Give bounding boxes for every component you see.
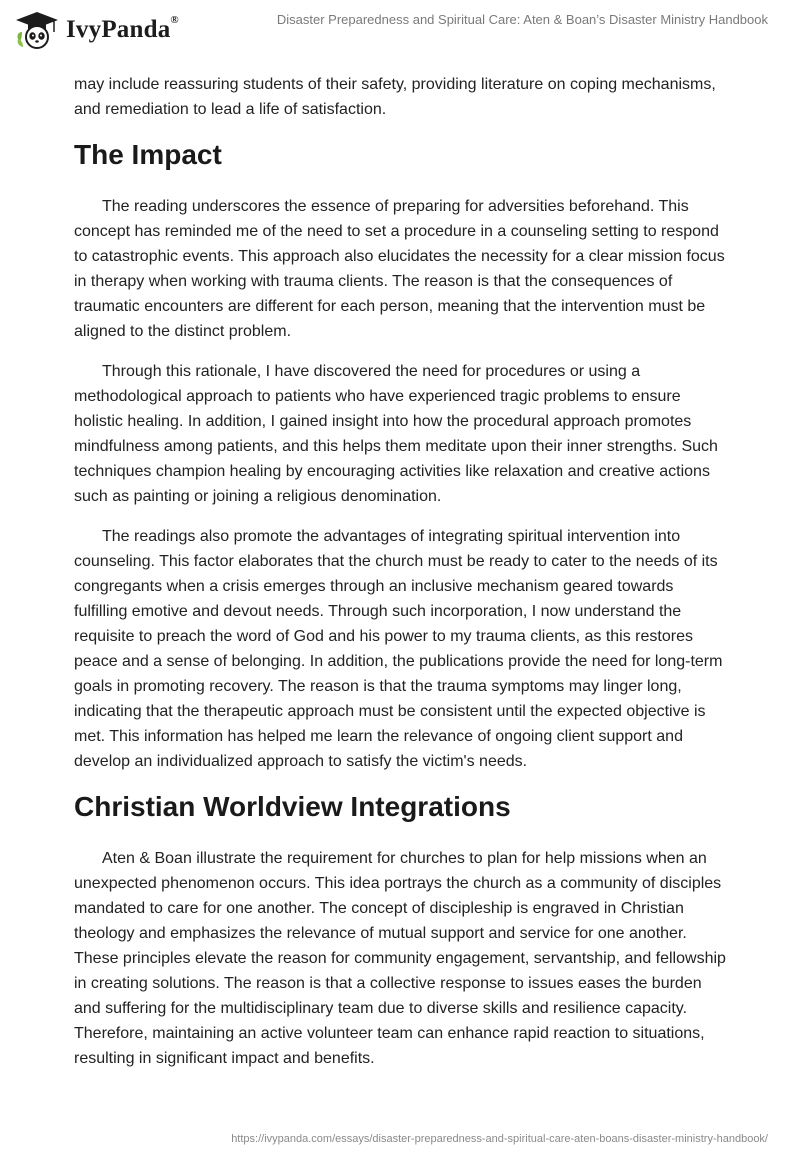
panda-graduate-icon: [14, 10, 60, 50]
intro-paragraph: may include reassuring students of their safety, providing literature on coping mechanisms, and remediation to lead a life of satisfaction.: [74, 76, 716, 118]
document-title: Disaster Preparedness and Spiritual Care: Aten & Boan’s Disaster Ministry Handbook: [276, 12, 768, 27]
section-heading-christian-worldview: Christian Worldview Integrations: [74, 791, 511, 822]
paragraph: The reading underscores the essence of preparing for adversities beforehand. This concept has reminded me of the need to set a procedure in a counseling setting to respond to catastrophic events. This approach also elucidates the necessity for a clear mission focus in therapy when working with trauma clients. The reason is that the consequences of traumatic encounters are different for each person, meaning that the intervention must be aligned to the distinct problem.: [74, 198, 725, 340]
paragraph: Aten & Boan illustrate the requirement for churches to plan for help missions when an unexpected phenomenon occurs. This idea portrays the church as a community of disciples mandated to care for one another. The concept of discipleship is engraved in Christian theology and emphasizes the relevance of mutual support and service for one another. These principles elevate the reason for community engagement, servantship, and fellowship in creating solutions. The reason is that a collective response to issues eases the burden and suffering for the multidisciplinary team due to diverse skills and resilience capacity. Therefore, maintaining an active volunteer team can enhance rapid reaction to situations, resulting in significant impact and benefits.: [74, 850, 726, 1067]
paragraph: Through this rationale, I have discovered the need for procedures or using a methodological approach to patients who have experienced tragic problems to ensure holistic healing. In addition, I gained insight into how the procedural approach promotes mindfulness among patients, and this helps them meditate upon their inner strengths. Such techniques champion healing by encouraging activities like relaxation and creative actions such as painting or joining a religious denomination.: [74, 363, 718, 505]
essay-body: [74, 72, 730, 1086]
section-heading-impact: The Impact: [74, 139, 222, 170]
paragraph: The readings also promote the advantages of integrating spiritual intervention into counseling. This factor elaborates that the church must be ready to cater to the needs of its congregants when a crisis emerges through an inclusive mechanism geared towards fulfilling emotive and devout needs. Through such incorporation, I now understand the requisite to preach the word of God and his power to my trauma clients, as this restores peace and a sense of belonging. In addition, the publications provide the need for long-term goals in promoting recovery. The reason is that the trauma symptoms may linger long, indicating that the therapeutic approach must be consistent until the expected objective is met. This information has helped me learn the relevance of ongoing client support and develop an individualized approach to satisfy the victim's needs.: [74, 528, 723, 770]
page-header: [0, 0, 800, 66]
logo-wordmark: IvyPanda®: [66, 14, 179, 43]
ivypanda-logo[interactable]: [14, 10, 179, 50]
source-url-link[interactable]: https://ivypanda.com/essays/disaster-preparedness-and-spiritual-care-aten-boans-disaster-ministry-handbook/: [231, 1133, 768, 1145]
